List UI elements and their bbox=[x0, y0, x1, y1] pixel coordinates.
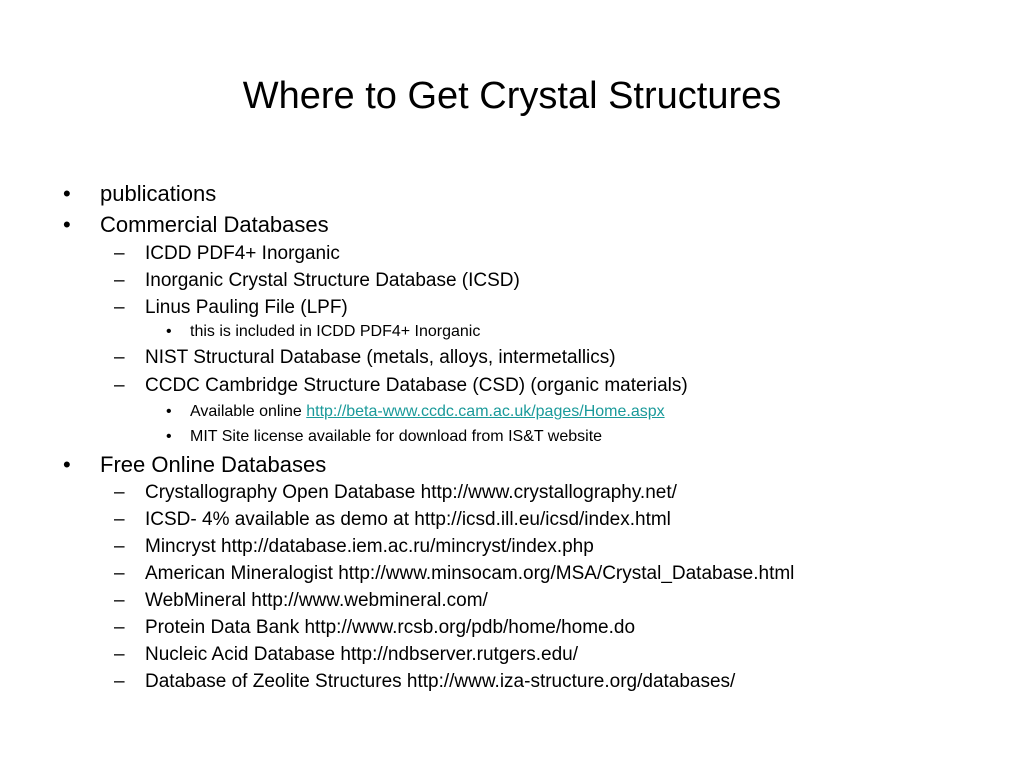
outline-item-text bbox=[100, 180, 216, 208]
dash-marker: – bbox=[114, 297, 125, 318]
outline-item-text bbox=[145, 616, 635, 640]
outline-item-label: WebMineral http://www.webmineral.com/ bbox=[145, 590, 488, 611]
outline-item-label: Linus Pauling File (LPF) bbox=[145, 297, 348, 318]
outline-item-text bbox=[145, 643, 578, 667]
dash-marker: – bbox=[114, 482, 125, 503]
dash-marker: – bbox=[114, 536, 125, 557]
dash-marker: – bbox=[114, 644, 125, 665]
outline-item-text bbox=[145, 242, 340, 266]
bullet-marker: • bbox=[63, 452, 71, 477]
outline-item-text bbox=[145, 508, 671, 532]
dash-marker: – bbox=[114, 671, 125, 692]
outline-item-text bbox=[190, 427, 602, 447]
outline-item-label: publications bbox=[100, 181, 217, 206]
outline-item-label: Protein Data Bank http://www.rcsb.org/pdb/home/home.do bbox=[145, 617, 636, 638]
dash-marker: – bbox=[114, 617, 125, 638]
outline-item-text bbox=[145, 535, 594, 559]
dash-marker: – bbox=[114, 270, 125, 291]
outline-item-label: Crystallography Open Database http://www.crystallography.net/ bbox=[145, 482, 677, 503]
outline-item-label: Inorganic Crystal Structure Database (ICSD) bbox=[145, 270, 520, 291]
slide-title: Where to Get Crystal Structures bbox=[242, 75, 782, 117]
bullet-marker: • bbox=[166, 403, 172, 420]
outline-item-text bbox=[100, 211, 329, 239]
outline-item-label: CCDC Cambridge Structure Database (CSD) (organic materials) bbox=[145, 375, 688, 396]
outline-item-text bbox=[100, 451, 326, 479]
outline-item-label: ICSD- 4% available as demo at http://icsd.ill.eu/icsd/index.html bbox=[145, 509, 671, 530]
outline-item-text bbox=[145, 562, 794, 586]
bullet-marker: • bbox=[166, 323, 172, 340]
dash-marker: – bbox=[114, 563, 125, 584]
outline-item-label: Free Online Databases bbox=[100, 452, 327, 477]
outline-item-text bbox=[145, 374, 688, 398]
outline-item-label: Nucleic Acid Database http://ndbserver.rutgers.edu/ bbox=[145, 644, 579, 665]
dash-marker: – bbox=[114, 347, 125, 368]
outline-item-text bbox=[145, 346, 616, 370]
dash-marker: – bbox=[114, 509, 125, 530]
bullet-marker: • bbox=[166, 428, 172, 445]
outline-item-text bbox=[190, 322, 480, 342]
outline-item-text bbox=[190, 402, 665, 422]
outline-item-label: Mincryst http://database.iem.ac.ru/mincryst/index.php bbox=[145, 536, 594, 557]
outline-item-label: this is included in ICDD PDF4+ Inorganic bbox=[190, 323, 481, 340]
outline-item-text bbox=[145, 296, 348, 320]
outline-item-label: NIST Structural Database (metals, alloys, intermetallics) bbox=[145, 347, 616, 368]
outline-item-label: Database of Zeolite Structures http://www.iza-structure.org/databases/ bbox=[145, 671, 736, 692]
outline-item-text bbox=[145, 670, 735, 694]
outline-item-label: Available online bbox=[190, 403, 307, 420]
dash-marker: – bbox=[114, 590, 125, 611]
dash-marker: – bbox=[114, 243, 125, 264]
outline-item-text bbox=[145, 269, 520, 293]
outline-item-label: MIT Site license available for download from IS&T website bbox=[190, 428, 603, 445]
outline-item-label: American Mineralogist http://www.minsocam.org/MSA/Crystal_Database.html bbox=[145, 563, 795, 584]
outline-item-label: ICDD PDF4+ Inorganic bbox=[145, 243, 340, 264]
dash-marker: – bbox=[114, 375, 125, 396]
outline-item-label: Commercial Databases bbox=[100, 212, 329, 237]
outline-item-text bbox=[145, 481, 677, 505]
outline-item-text bbox=[145, 589, 488, 613]
ccdc-link[interactable]: http://beta-www.ccdc.cam.ac.uk/pages/Home.aspx bbox=[306, 403, 665, 420]
bullet-marker: • bbox=[63, 212, 71, 237]
bullet-marker: • bbox=[63, 181, 71, 206]
